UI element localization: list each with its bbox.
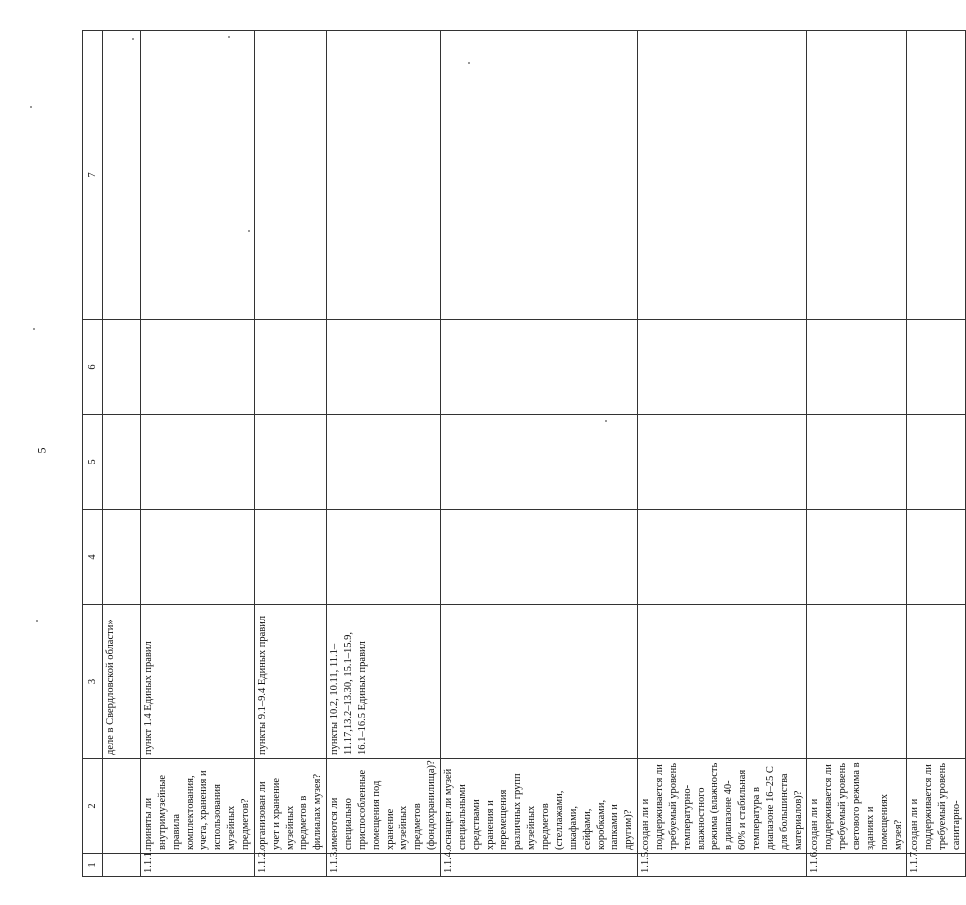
row-number: 1.1.1. <box>141 854 255 877</box>
empty-cell <box>327 415 441 510</box>
question-text: имеются ли специально приспособленные помещения под хранение музейных предметов (фондохранилища)? <box>327 759 441 854</box>
column-header: 2 <box>83 759 103 854</box>
column-number-row <box>83 31 103 877</box>
empty-cell <box>103 31 141 320</box>
row-number: 1.1.2. <box>254 854 326 877</box>
empty-cell <box>254 510 326 605</box>
empty-cell <box>103 320 141 415</box>
empty-cell <box>254 415 326 510</box>
row-number: 1.1.4. <box>441 854 638 877</box>
empty-cell <box>907 415 965 510</box>
question-text <box>103 759 141 854</box>
empty-cell <box>907 320 965 415</box>
table-row <box>327 31 441 877</box>
empty-cell <box>103 415 141 510</box>
column-header: 7 <box>83 31 103 320</box>
table-row <box>254 31 326 877</box>
empty-cell <box>254 31 326 320</box>
table-row <box>103 31 141 877</box>
question-text: оснащен ли музей специальными средствами хранения и перемещения различных групп музейных предметов (стеллажами, шкафами, сейфами, коробками, папками и другим)? <box>441 759 638 854</box>
row-number <box>103 854 141 877</box>
table-row <box>638 31 807 877</box>
table-row <box>441 31 638 877</box>
table-row <box>807 31 907 877</box>
legal-reference <box>638 605 807 759</box>
empty-cell <box>103 510 141 605</box>
inspection-table-wrapper <box>82 31 962 877</box>
page-number: 5 <box>34 447 49 453</box>
legal-reference <box>907 605 965 759</box>
table-row <box>907 31 965 877</box>
empty-cell <box>254 320 326 415</box>
legal-reference: пункты 9.1–9.4 Единых правил <box>254 605 326 759</box>
empty-cell <box>327 31 441 320</box>
legal-reference: деле в Свердловской области» <box>103 605 141 759</box>
empty-cell <box>327 510 441 605</box>
empty-cell <box>638 31 807 320</box>
column-header: 4 <box>83 510 103 605</box>
empty-cell <box>807 510 907 605</box>
inspection-checklist-table <box>82 30 966 877</box>
empty-cell <box>441 510 638 605</box>
empty-cell <box>807 415 907 510</box>
row-number: 1.1.3. <box>327 854 441 877</box>
empty-cell <box>441 31 638 320</box>
empty-cell <box>638 415 807 510</box>
empty-cell <box>807 320 907 415</box>
question-text: организован ли учет и хранение музейных предметов в филиалах музея? <box>254 759 326 854</box>
row-number: 1.1.7. <box>907 854 965 877</box>
empty-cell <box>141 510 255 605</box>
column-header: 1 <box>83 854 103 877</box>
empty-cell <box>907 31 965 320</box>
legal-reference <box>807 605 907 759</box>
empty-cell <box>441 415 638 510</box>
column-header: 5 <box>83 415 103 510</box>
empty-cell <box>638 320 807 415</box>
question-text: создан ли и поддерживается ли требуемый уровень температурно-влажностного режима (влажность в диапазоне 40-60% и стабильная температура в диапазоне 16–25 С для большинства материалов)? <box>638 759 807 854</box>
question-text: приняты ли внутримузейные правила комплектования, учета, хранения и использования музейных предметов? <box>141 759 255 854</box>
empty-cell <box>638 510 807 605</box>
row-number: 1.1.5. <box>638 854 807 877</box>
empty-cell <box>141 415 255 510</box>
legal-reference: пункт 1.4 Единых правил <box>141 605 255 759</box>
empty-cell <box>141 320 255 415</box>
empty-cell <box>441 320 638 415</box>
column-header: 3 <box>83 605 103 759</box>
question-text: создан ли и поддерживается ли требуемый уровень санитарно- <box>907 759 965 854</box>
empty-cell <box>907 510 965 605</box>
column-header: 6 <box>83 320 103 415</box>
empty-cell <box>327 320 441 415</box>
empty-cell <box>141 31 255 320</box>
row-number: 1.1.6. <box>807 854 907 877</box>
empty-cell <box>807 31 907 320</box>
legal-reference: пункты 10.2, 10.11, 11.1–11.17,13.2–13.30, 15.1–15.9, 16.1–16.5 Единых правил <box>327 605 441 759</box>
question-text: создан ли и поддерживается ли требуемый уровень светового режима в зданиях и помещениях музея? <box>807 759 907 854</box>
legal-reference <box>441 605 638 759</box>
table-row <box>141 31 255 877</box>
